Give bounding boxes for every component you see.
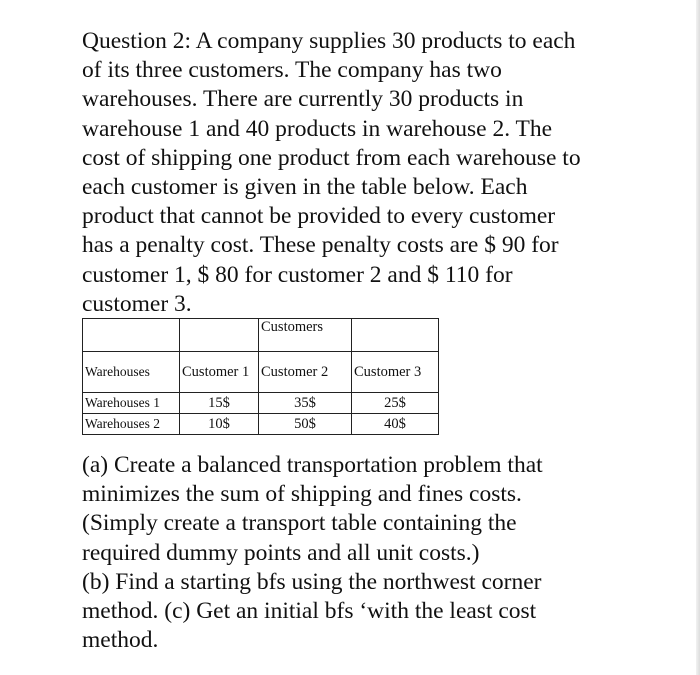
question-line: warehouses. There are currently 30 products in — [82, 86, 524, 113]
question-line: product that cannot be provided to every customer — [82, 203, 556, 230]
page-edge-shadow — [696, 0, 700, 675]
question-line: of its three customers. The company has two — [82, 57, 502, 84]
cost-cell: 25$ — [352, 393, 439, 414]
cost-cell: 40$ — [352, 414, 439, 435]
question-line: cost of shipping one product from each warehouse to — [82, 144, 581, 171]
cost-cell: 35$ — [259, 393, 352, 414]
instruction-line: method. (c) Get an initial bfs ‘with the least cost — [82, 597, 537, 624]
warehouses-row-header: Warehouses — [83, 352, 180, 393]
question-line: customer 3. — [82, 290, 192, 317]
instruction-line: minimizes the sum of shipping and fines costs. — [82, 481, 522, 508]
cost-cell: 10$ — [180, 414, 259, 435]
empty-header-cell — [352, 319, 439, 352]
cost-table — [82, 318, 439, 435]
instruction-line: (a) Create a balanced transportation problem that — [82, 452, 543, 478]
table-row — [83, 393, 439, 414]
instruction-line: (Simply create a transport table containing the — [82, 510, 517, 537]
instructions-paragraph — [82, 451, 543, 655]
customers-group-header: Customers — [259, 319, 352, 352]
instruction-line: required dummy points and all unit costs.) — [82, 539, 480, 566]
cost-cell: 15$ — [180, 393, 259, 414]
cost-cell: 50$ — [259, 414, 352, 435]
column-header-customer-1: Customer 1 — [180, 352, 259, 393]
question-line: warehouse 1 and 40 products in warehouse 2. The — [82, 115, 553, 142]
question-paragraph — [82, 27, 581, 319]
empty-header-cell — [180, 319, 259, 352]
question-line: Question 2: A company supplies 30 products to each — [82, 28, 576, 54]
question-line: each customer is given in the table below. Each — [82, 173, 528, 200]
question-line: has a penalty cost. These penalty costs are $ 90 for — [82, 232, 559, 259]
column-header-customer-3: Customer 3 — [352, 352, 439, 393]
empty-corner-cell — [83, 319, 180, 352]
instruction-line: method. — [82, 627, 159, 654]
table-column-header-row — [83, 352, 439, 393]
table-row — [83, 414, 439, 435]
instruction-line: (b) Find a starting bfs using the northwest corner — [82, 568, 542, 595]
row-label-warehouse-2: Warehouses 2 — [83, 414, 180, 435]
row-label-warehouse-1: Warehouses 1 — [83, 393, 180, 414]
column-header-customer-2: Customer 2 — [259, 352, 352, 393]
question-line: customer 1, $ 80 for customer 2 and $ 110 for — [82, 261, 513, 288]
table-header-row — [83, 319, 439, 352]
